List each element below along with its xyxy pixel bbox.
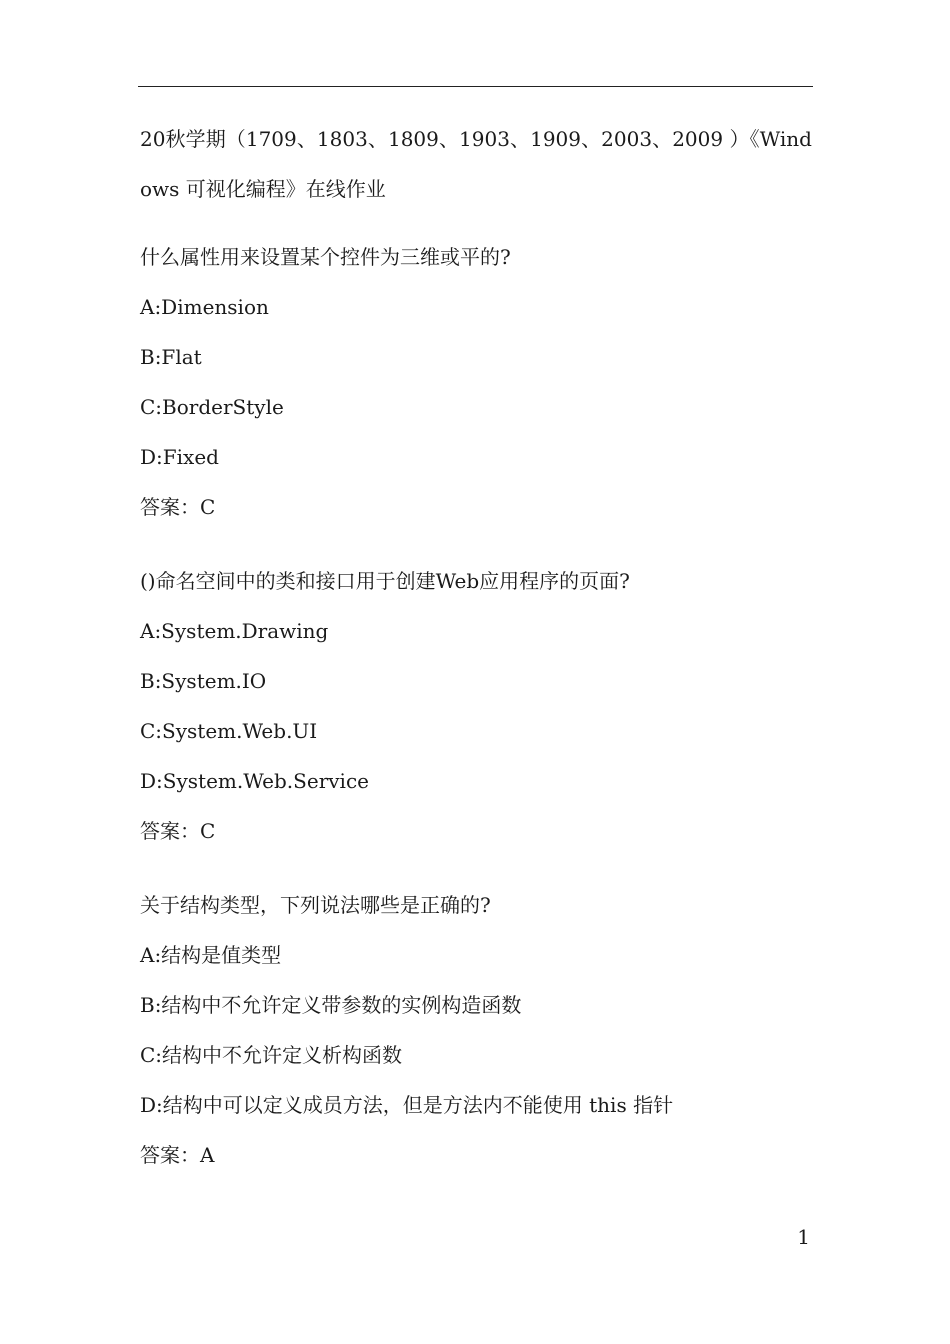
- option-c: C:BorderStyle: [140, 395, 284, 419]
- answer-text: 答案：C: [140, 495, 216, 519]
- option-b: B:Flat: [140, 345, 202, 369]
- option-d: D:结构中可以定义成员方法，但是方法内不能使用 this 指针: [140, 1093, 674, 1117]
- header-rule: [138, 86, 813, 87]
- option-a: A:结构是值类型: [140, 943, 282, 967]
- option-d: D:System.Web.Service: [140, 769, 369, 793]
- question-text: ()命名空间中的类和接口用于创建Web应用程序的页面?: [140, 569, 630, 593]
- option-a: A:Dimension: [140, 295, 269, 319]
- question-block-1: [140, 232, 812, 532]
- question-block-2: [140, 556, 812, 856]
- option-c: C:System.Web.UI: [140, 719, 318, 743]
- option-b: B:System.IO: [140, 669, 267, 693]
- question-text: 关于结构类型，下列说法哪些是正确的?: [140, 893, 491, 917]
- option-d: D:Fixed: [140, 445, 219, 469]
- option-c: C:结构中不允许定义析构函数: [140, 1043, 403, 1067]
- option-b: B:结构中不允许定义带参数的实例构造函数: [140, 993, 522, 1017]
- question-block-3: [140, 880, 812, 1180]
- document-title: 20秋学期（1709、1803、1809、1903、1909、2003、2009 ）《Windows 可视化编程》在线作业: [140, 127, 812, 201]
- option-a: A:System.Drawing: [140, 619, 329, 643]
- question-text: 什么属性用来设置某个控件为三维或平的?: [140, 245, 511, 269]
- page-number: 1: [797, 1225, 810, 1249]
- answer-text: 答案：C: [140, 819, 216, 843]
- answer-text: 答案：A: [140, 1143, 215, 1167]
